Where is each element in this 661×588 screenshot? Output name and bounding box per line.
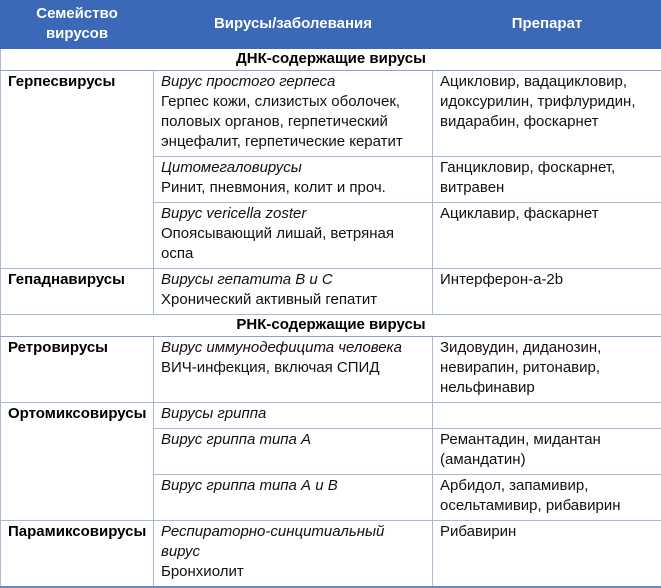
family-cell: Гепаднавирусы (1, 269, 154, 315)
disease-text: Хронический активный гепатит (161, 290, 426, 310)
table-row (1, 337, 661, 403)
table-row (1, 71, 661, 157)
drugs-cell: Ацикловир, вадацикловир, идоксурилин, трифлуридин, видарабин, фоскарнет (433, 71, 661, 157)
section-title: ДНК-содержащие вирусы (1, 49, 661, 71)
disease-text: Опоясывающий лишай, ветряная оспа (161, 224, 426, 264)
virus-disease-cell (154, 157, 433, 203)
family-cell: Ортомиксовирусы (1, 403, 154, 521)
section-title: РНК-содержащие вирусы (1, 315, 661, 337)
section-row (1, 49, 661, 71)
drugs-cell: Ремантадин, мидантан (амандатин) (433, 429, 661, 475)
virus-name: Вирусы гриппа (161, 404, 426, 424)
virus-disease-cell (154, 403, 433, 429)
virus-name: Вирус гриппа типа А и В (161, 476, 426, 496)
virus-disease-cell (154, 429, 433, 475)
disease-text: Бронхиолит (161, 562, 426, 582)
virus-name: Респираторно-синцитиальный вирус (161, 522, 426, 562)
table-row (1, 521, 661, 588)
disease-text: Герпес кожи, слизистых оболочек, половых органов, герпетический энцефалит, герпетические кератит (161, 92, 426, 152)
virus-disease-cell (154, 521, 433, 588)
column-header-viruses: Вирусы/заболевания (154, 1, 433, 49)
virus-name: Вирус иммунодефицита человека (161, 338, 426, 358)
column-header-drug: Препарат (433, 1, 661, 49)
column-header-family: Семейство вирусов (1, 1, 154, 49)
virus-name: Цитомегаловирусы (161, 158, 426, 178)
family-cell: Ретровирусы (1, 337, 154, 403)
disease-text: ВИЧ-инфекция, включая СПИД (161, 358, 426, 378)
disease-text: Ринит, пневмония, колит и проч. (161, 178, 426, 198)
table-row (1, 269, 661, 315)
drugs-cell: Рибавирин (433, 521, 661, 588)
virus-disease-cell (154, 71, 433, 157)
drugs-cell: Зидовудин, диданозин, невирапин, ритонавир, нельфинавир (433, 337, 661, 403)
virus-disease-cell (154, 203, 433, 269)
virus-name: Вирус простого герпеса (161, 72, 426, 92)
family-cell: Парамиксовирусы (1, 521, 154, 588)
drugs-cell: Арбидол, запамивир, осельтамивир, рибавирин (433, 475, 661, 521)
virus-disease-cell (154, 475, 433, 521)
family-cell: Герпесвирусы (1, 71, 154, 269)
table-body (1, 49, 661, 588)
virus-disease-cell (154, 337, 433, 403)
section-row (1, 315, 661, 337)
drugs-cell (433, 403, 661, 429)
virus-disease-cell (154, 269, 433, 315)
drugs-cell: Интерферон-а-2b (433, 269, 661, 315)
table-header-row (1, 1, 661, 49)
drugs-cell: Ациклавир, фаскарнет (433, 203, 661, 269)
drugs-cell: Ганцикловир, фоскарнет, витравен (433, 157, 661, 203)
table-row (1, 403, 661, 429)
virus-name: Вирус vericella zoster (161, 204, 426, 224)
virus-name: Вирусы гепатита В и С (161, 270, 426, 290)
virus-name: Вирус гриппа типа А (161, 430, 426, 450)
